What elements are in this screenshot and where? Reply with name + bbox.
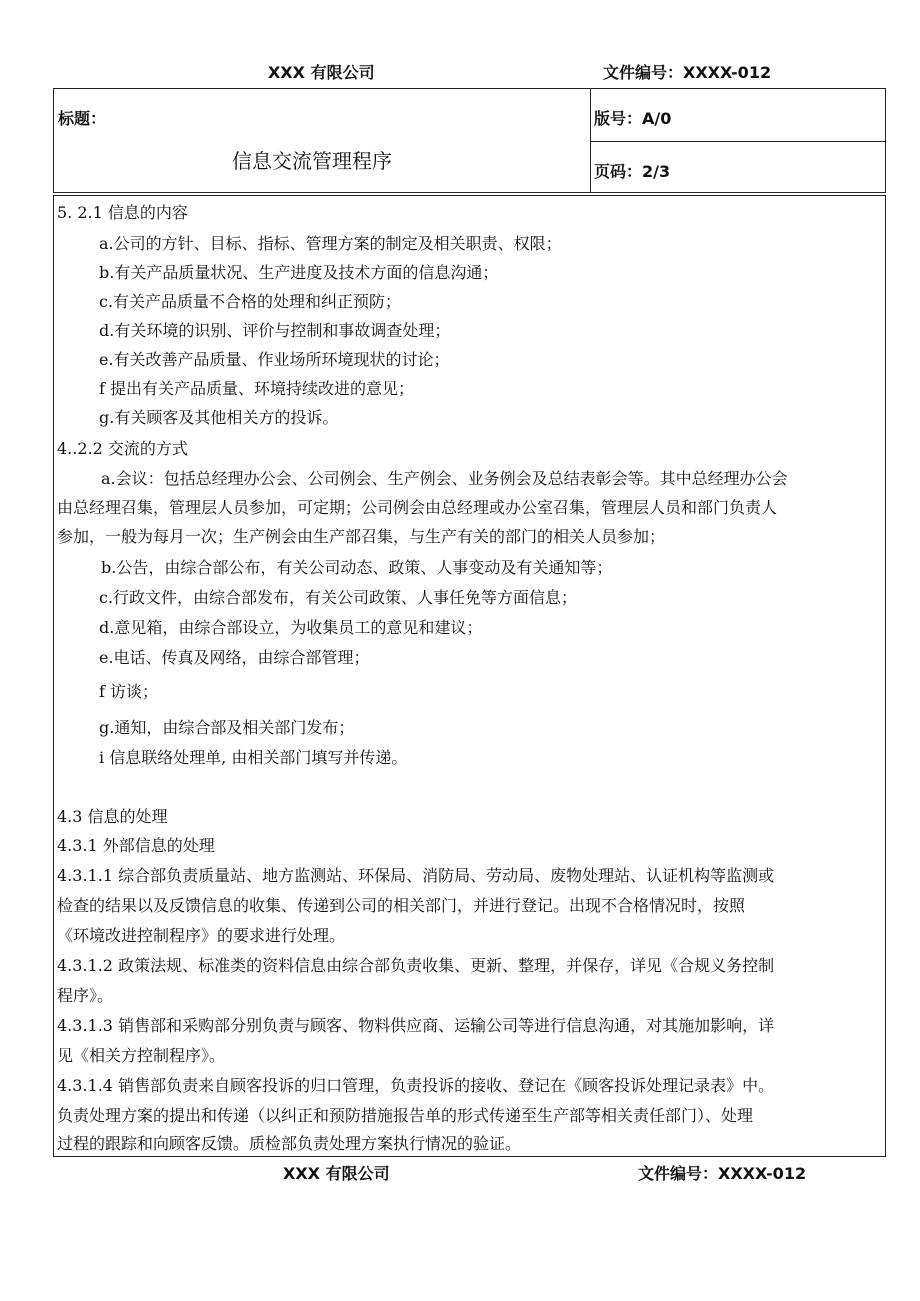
paragraph-line: a.会议：包括总经理办公会、公司例会、生产例会、业务例会及总结表彰会等。其中总经理办公会 bbox=[101, 469, 788, 488]
paragraph-line: 负责处理方案的提出和传递（以纠正和预防措施报告单的形式传递至生产部等相关责任部门）、处理 bbox=[57, 1106, 754, 1125]
header-doc-number: 文件编号：XXXX-012 bbox=[603, 63, 772, 82]
header-company: XXX 有限公司 bbox=[268, 63, 375, 82]
title-divider-horizontal bbox=[590, 141, 886, 142]
list-item: a.公司的方针、目标、指标、管理方案的制定及相关职责、权限； bbox=[99, 234, 562, 253]
list-item: c.有关产品质量不合格的处理和纠正预防； bbox=[99, 292, 402, 311]
list-item: i 信息联络处理单, 由相关部门填写并传递。 bbox=[99, 748, 408, 767]
paragraph-line: 检查的结果以及反馈信息的收集、传递到公司的相关部门，并进行登记。出现不合格情况时，按照 bbox=[57, 896, 746, 915]
page-number: 页码：2/3 bbox=[594, 162, 671, 181]
list-item: g.有关顾客及其他相关方的投诉。 bbox=[99, 408, 339, 427]
title-block bbox=[53, 88, 886, 193]
paragraph-line: 《环境改进控制程序》的要求进行处理。 bbox=[57, 926, 346, 945]
list-item: b.有关产品质量状况、生产进度及技术方面的信息沟通； bbox=[99, 263, 499, 282]
paragraph-line: 4.3.1.4 销售部负责来自顾客投诉的归口管理，负责投诉的接收、登记在《顾客投诉处理记录表》中。 bbox=[57, 1076, 775, 1095]
paragraph-line: 4.3.1.2 政策法规、标准类的资料信息由综合部负责收集、更新、整理，并保存，详见《合规义务控制 bbox=[57, 956, 775, 975]
title-label: 标题： bbox=[58, 109, 107, 128]
footer-doc-number: 文件编号：XXXX-012 bbox=[638, 1164, 807, 1183]
list-item: c.行政文件，由综合部发布，有关公司政策、人事任免等方面信息； bbox=[99, 588, 578, 607]
list-item: f 提出有关产品质量、环境持续改进的意见； bbox=[99, 379, 415, 398]
list-item: b.公告，由综合部公布，有关公司动态、政策、人事变动及有关通知等； bbox=[101, 558, 613, 577]
list-item: e.电话、传真及网络，由综合部管理； bbox=[99, 648, 370, 667]
list-item: g.通知，由综合部及相关部门发布； bbox=[99, 718, 355, 737]
paragraph-line: 过程的跟踪和向顾客反馈。质检部负责处理方案执行情况的验证。 bbox=[57, 1134, 522, 1153]
paragraph-line: 见《相关方控制程序》。 bbox=[57, 1046, 226, 1065]
section-heading-4-3: 4.3 信息的处理 bbox=[57, 807, 168, 826]
document-title: 信息交流管理程序 bbox=[232, 149, 392, 173]
document-body bbox=[53, 195, 886, 1157]
list-item: f 访谈； bbox=[99, 682, 159, 701]
paragraph-line: 参加，一般为每月一次；生产例会由生产部召集，与生产有关的部门的相关人员参加； bbox=[57, 527, 666, 546]
footer-company: XXX 有限公司 bbox=[283, 1164, 390, 1183]
version-number: 版号：A/0 bbox=[594, 109, 672, 128]
section-heading-4-3-1: 4.3.1 外部信息的处理 bbox=[57, 836, 215, 855]
paragraph-line: 由总经理召集，管理层人员参加，可定期；公司例会由总经理或办公室召集，管理层人员和部门负责人 bbox=[57, 498, 778, 517]
paragraph-line: 程序》。 bbox=[57, 986, 114, 1005]
paragraph-line: 4.3.1.3 销售部和采购部分别负责与顾客、物料供应商、运输公司等进行信息沟通，对其施加影响，详 bbox=[57, 1016, 775, 1035]
section-heading-4-2-2: 4..2.2 交流的方式 bbox=[57, 439, 188, 458]
section-heading-4-2-1: 5. 2.1 信息的内容 bbox=[57, 203, 188, 222]
list-item: d.意见箱，由综合部设立，为收集员工的意见和建议； bbox=[99, 618, 483, 637]
paragraph-line: 4.3.1.1 综合部负责质量站、地方监测站、环保局、消防局、劳动局、废物处理站、认证机构等监测或 bbox=[57, 866, 775, 885]
list-item: d.有关环境的识别、评价与控制和事故调查处理； bbox=[99, 321, 451, 340]
list-item: e.有关改善产品质量、作业场所环境现状的讨论； bbox=[99, 350, 450, 369]
